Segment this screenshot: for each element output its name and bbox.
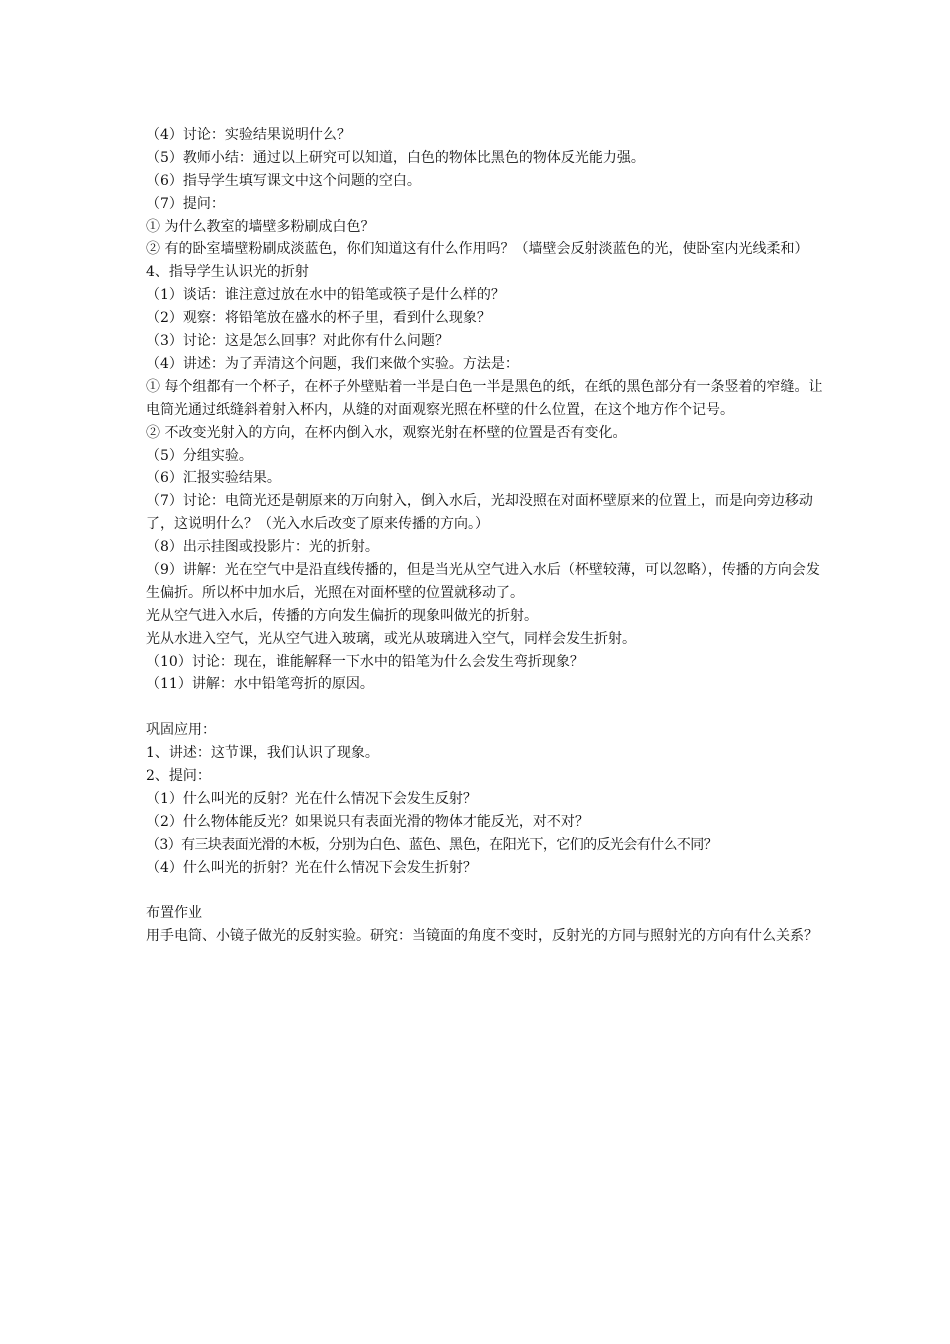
paragraph: （7）讨论：电筒光还是朝原来的万向射入，倒入水后，光却没照在对面杯壁原来的位置上，而是向旁边移动了，这说明什么？（光入水后改变了原来传播的方向。）	[146, 493, 813, 533]
paragraph: （3）有三块表面光滑的木板，分别为白色、蓝色、黑色，在阳光下，它们的反光会有什么不同？	[146, 836, 718, 853]
paragraph: （2）观察：将铅笔放在盛水的杯子里，看到什么现象？	[146, 310, 491, 327]
paragraph: （7）提问：	[146, 195, 225, 212]
paragraph: （5）教师小结：通过以上研究可以知道，白色的物体比黑色的物体反光能力强。	[146, 149, 645, 166]
section-heading: 巩固应用：	[146, 722, 216, 739]
paragraph: （2）什么物体能反光？如果说只有表面光滑的物体才能反光，对不对？	[146, 813, 589, 830]
paragraph: 2、提问：	[146, 768, 211, 785]
paragraph: （1）谈话：谁注意过放在水中的铅笔或筷子是什么样的？	[146, 287, 505, 304]
document-body	[146, 124, 824, 948]
paragraph: （9）讲解：光在空气中是沿直线传播的，但是当光从空气进入水后（杯壁较薄，可以忽略），传播的方向会发生偏折。所以杯中加水后，光照在对面杯壁的位置就移动了。	[146, 562, 820, 601]
paragraph: （4）什么叫光的折射？光在什么情况下会发生折射？	[146, 859, 477, 876]
paragraph: （6）指导学生填写课文中这个问题的空白。	[146, 172, 421, 189]
paragraph: （6）汇报实验结果。	[146, 470, 281, 487]
section-heading: 布置作业	[146, 905, 202, 922]
paragraph: 光从水进入空气，光从空气进入玻璃，或光从玻璃进入空气，同样会发生折射。	[146, 630, 636, 647]
blank-line	[146, 696, 824, 719]
paragraph: ② 有的卧室墙壁粉刷成淡蓝色，你们知道这有什么作用吗？（墙壁会反射淡蓝色的光，使卧室内光线柔和）	[146, 241, 809, 258]
paragraph: （5）分组实验。	[146, 447, 253, 464]
paragraph: 用手电筒、小镜子做光的反射实验。研究：当镜面的角度不变时，反射光的方同与照射光的方向有什么关系？	[146, 928, 818, 945]
paragraph: ② 不改变光射入的方向，在杯内倒入水，观察光射在杯壁的位置是否有变化。	[146, 424, 627, 441]
section-heading: 4、指导学生认识光的折射	[146, 264, 309, 281]
paragraph: （10）讨论：现在，谁能解释一下水中的铅笔为什么会发生弯折现象？	[146, 653, 584, 670]
paragraph: ① 每个组都有一个杯子，在杯子外壁贴着一半是白色一半是黑色的纸，在纸的黑色部分有一条竖着的窄缝。让电筒光通过纸缝斜着射入杯内，从缝的对面观察光照在杯壁的什么位置，在这个地方作个记号。	[146, 378, 823, 418]
paragraph: （11）讲解：水中铅笔弯折的原因。	[146, 676, 374, 693]
paragraph: （4）讲述：为了弄清这个问题，我们来做个实验。方法是：	[146, 355, 519, 372]
paragraph: （4）讨论：实验结果说明什么？	[146, 127, 351, 143]
paragraph: （1）什么叫光的反射？光在什么情况下会发生反射？	[146, 790, 477, 807]
paragraph: （8）出示挂图或投影片：光的折射。	[146, 539, 379, 556]
paragraph: （3）讨论：这是怎么回事？对此你有什么问题？	[146, 333, 449, 350]
paragraph: 光从空气进入水后，传播的方向发生偏折的现象叫做光的折射。	[146, 607, 538, 624]
paragraph: ① 为什么教室的墙壁多粉刷成白色？	[146, 218, 375, 235]
blank-line	[146, 880, 824, 903]
paragraph: 1、讲述：这节课，我们认识了现象。	[146, 745, 379, 762]
